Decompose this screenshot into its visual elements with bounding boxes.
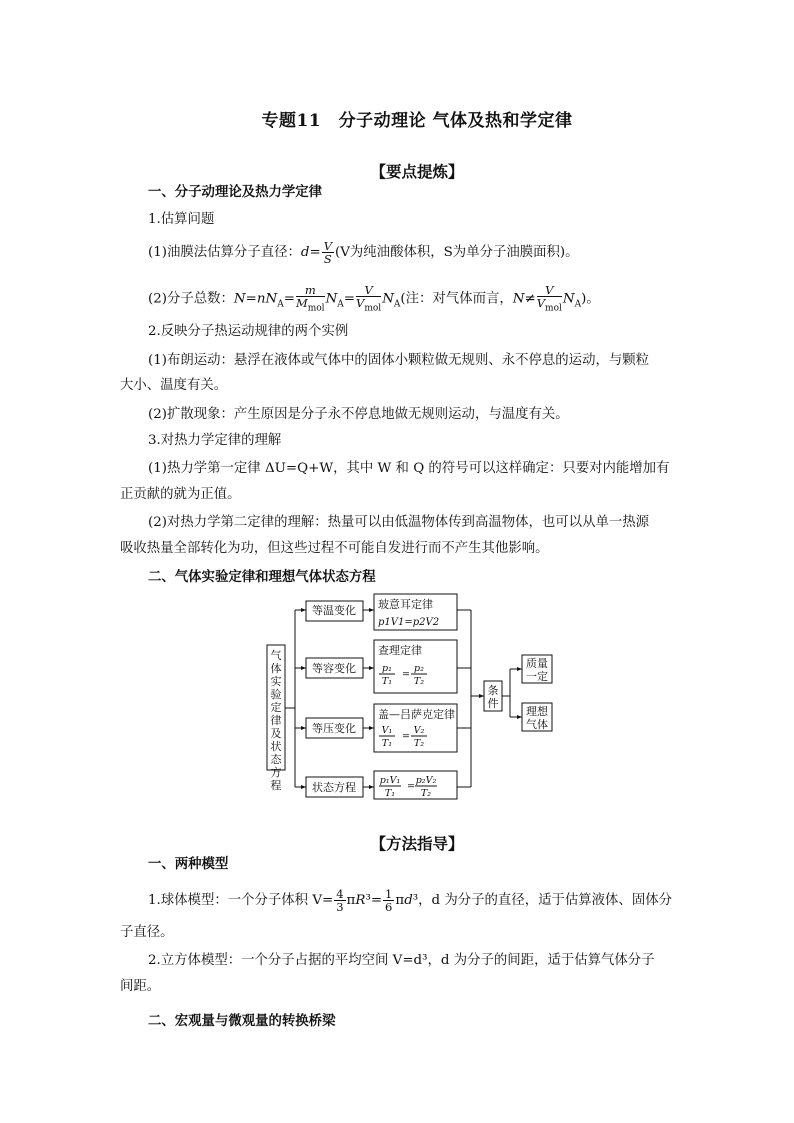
diagram-condition-c1: 条	[487, 684, 499, 697]
line-sphere-model-prefix: 1.球体模型：一个分子体积 V=	[148, 893, 334, 908]
formula-four-thirds: $\frac{4}{3}$	[336, 887, 344, 914]
subheading-thermal-motion: 2.反映分子热运动规律的两个实例	[148, 324, 349, 339]
diagram-isothermal: 等温变化	[312, 604, 356, 617]
svg-text:T₂: T₂	[413, 738, 425, 749]
line-molecule-count-note: (注：对气体而言，	[400, 291, 513, 307]
svg-text:T₂: T₂	[413, 676, 425, 687]
svg-text:V₂: V₂	[413, 725, 425, 736]
svg-text:p₂: p₂	[414, 663, 424, 674]
page-title: 专题11 分子动理论 气体及热和学定律	[261, 111, 573, 131]
svg-text:T₁: T₁	[381, 738, 393, 749]
formula-m-over-mmol: $\frac{m}{M_{mol}}$	[295, 283, 325, 314]
svg-text:T₂: T₂	[420, 788, 432, 799]
svg-text:T₁: T₁	[381, 676, 393, 687]
svg-text:p₁: p₁	[382, 663, 392, 674]
diagram-left-box-c5: 定	[270, 701, 282, 714]
diagram-charles-equation	[379, 663, 427, 687]
line-oil-film: (1)油膜法估算分子直径：d= $\frac{V}{S}$ (V为纯油酸体积，S为单分子油膜面积)。	[148, 239, 579, 266]
line-molecule-count: (2)分子总数：$N=nN_A=$ $\frac{m}{M_{mol}}$ $N_A=$ $\frac{V}{V_{mol}}$ $N_A$(注：对气体而言，N≠ $\frac{V}{V_{mol}}$ $N_A$)。	[148, 283, 600, 314]
svg-text:p₂V₂: p₂V₂	[415, 775, 437, 786]
line-sphere-model: 1.球体模型：一个分子体积 V= $\frac{4}{3}$ πR³= $\frac{1}{6}$ πd³，d 为分子的直径，适于估算液体、固体分	[148, 887, 672, 914]
diagram-cond1-line2: 一定	[526, 670, 548, 683]
svg-text:=: =	[402, 669, 410, 680]
section-heading-methods: 【方法指导】	[370, 834, 464, 853]
line-sphere-model-2: 子直径。	[120, 925, 174, 940]
heading-two-models: 一、两种模型	[148, 856, 229, 872]
line-first-law-2: 正贡献的就为正值。	[120, 487, 241, 502]
heading-part-two: 二、气体实验定律和理想气体状态方程	[148, 569, 376, 585]
line-oil-film-suffix: (V为纯油酸体积，S为单分子油膜面积)。	[335, 245, 579, 260]
diagram-boyle-law: 玻意耳定律	[378, 598, 433, 611]
diagram-ideal-gas-equation	[379, 775, 437, 799]
diagram-cond1-line1: 质量	[526, 657, 548, 670]
heading-macro-micro: 二、宏观量与微观量的转换桥梁	[148, 1013, 336, 1029]
diagram-state-equation: 状态方程	[312, 781, 356, 794]
svg-text:=: =	[402, 731, 410, 742]
subheading-thermodynamics: 3.对热力学定律的理解	[148, 433, 282, 448]
section-heading-key-points: 【要点提炼】	[370, 162, 464, 181]
svg-text:V₁: V₁	[381, 725, 393, 736]
diagram-isochoric: 等容变化	[312, 662, 356, 675]
line-cube-model-1: 2.立方体模型：一个分子占据的平均空间 V=d³，d 为分子的间距，适于估算气体分子	[148, 953, 655, 968]
line-first-law-1: (1)热力学第一定律 ΔU=Q+W，其中 W 和 Q 的符号可以这样确定：只要对内能增加有	[148, 461, 670, 476]
diagram-left-box-c8: 状	[270, 740, 282, 753]
diagram-cond2-line1: 理想	[526, 705, 548, 718]
line-brownian-2: 大小、温度有关。	[120, 378, 228, 393]
diagram-left-box-c6: 律	[270, 714, 282, 727]
diagram-isobaric: 等压变化	[312, 722, 356, 735]
diagram-left-box-c7: 及	[270, 727, 282, 740]
line-diffusion: (2)扩散现象：产生原因是分子永不停息地做无规则运动，与温度有关。	[148, 407, 569, 422]
line-molecule-count-prefix: (2)分子总数：	[148, 291, 234, 307]
diagram-left-box-c11: 程	[270, 779, 282, 792]
line-second-law-2: 吸收热量全部转化为功，但这些过程不可能自发进行而不产生其他影响。	[120, 541, 549, 556]
formula-one-sixth: $\frac{1}{6}$	[385, 887, 393, 914]
diagram-left-box-c10: 方	[270, 766, 282, 779]
heading-part-one: 一、分子动理论及热力学定律	[148, 184, 323, 200]
diagram-left-box-c4: 验	[270, 688, 282, 701]
subheading-estimation: 1.估算问题	[148, 212, 215, 227]
diagram-left-box-c3: 实	[270, 675, 282, 688]
formula-v-over-vmol: $\frac{V}{V_{mol}}$	[356, 283, 382, 314]
diagram-charles-law: 查理定律	[378, 644, 422, 657]
svg-text:p₁V₁: p₁V₁	[379, 775, 401, 786]
line-sphere-model-suffix: ，d 为分子的直径，适于估算液体、固体分	[418, 893, 672, 908]
line-cube-model-2: 间距。	[120, 979, 161, 994]
formula-v-over-s: $\frac{V}{S}$	[323, 239, 332, 266]
svg-text:=: =	[407, 781, 415, 792]
svg-text:T₁: T₁	[384, 788, 396, 799]
diagram-gay-lussac-law: 盖—吕萨克定律	[378, 708, 455, 721]
gas-law-diagram	[260, 592, 560, 804]
diagram-gay-lussac-equation	[379, 725, 427, 749]
line-second-law-1: (2)对热力学第二定律的理解：热量可以由低温物体传到高温物体，也可以从单一热源	[148, 515, 650, 530]
line-brownian-1: (1)布朗运动：悬浮在液体或气体中的固体小颗粒做无规则、永不停息的运动，与颗粒	[148, 353, 650, 368]
diagram-left-box-c1: 气	[270, 649, 282, 662]
line-oil-film-prefix: (1)油膜法估算分子直径：	[148, 245, 301, 260]
diagram-left-box-c9: 态	[270, 753, 282, 766]
diagram-cond2-line2: 气体	[526, 718, 548, 731]
diagram-condition-c2: 件	[487, 697, 499, 710]
diagram-boyle-equation: p1V1=p2V2	[378, 617, 440, 628]
diagram-left-box-c2: 体	[270, 662, 282, 675]
formula-v-over-vmol-note: $\frac{V}{V_{mol}}$	[536, 283, 562, 314]
